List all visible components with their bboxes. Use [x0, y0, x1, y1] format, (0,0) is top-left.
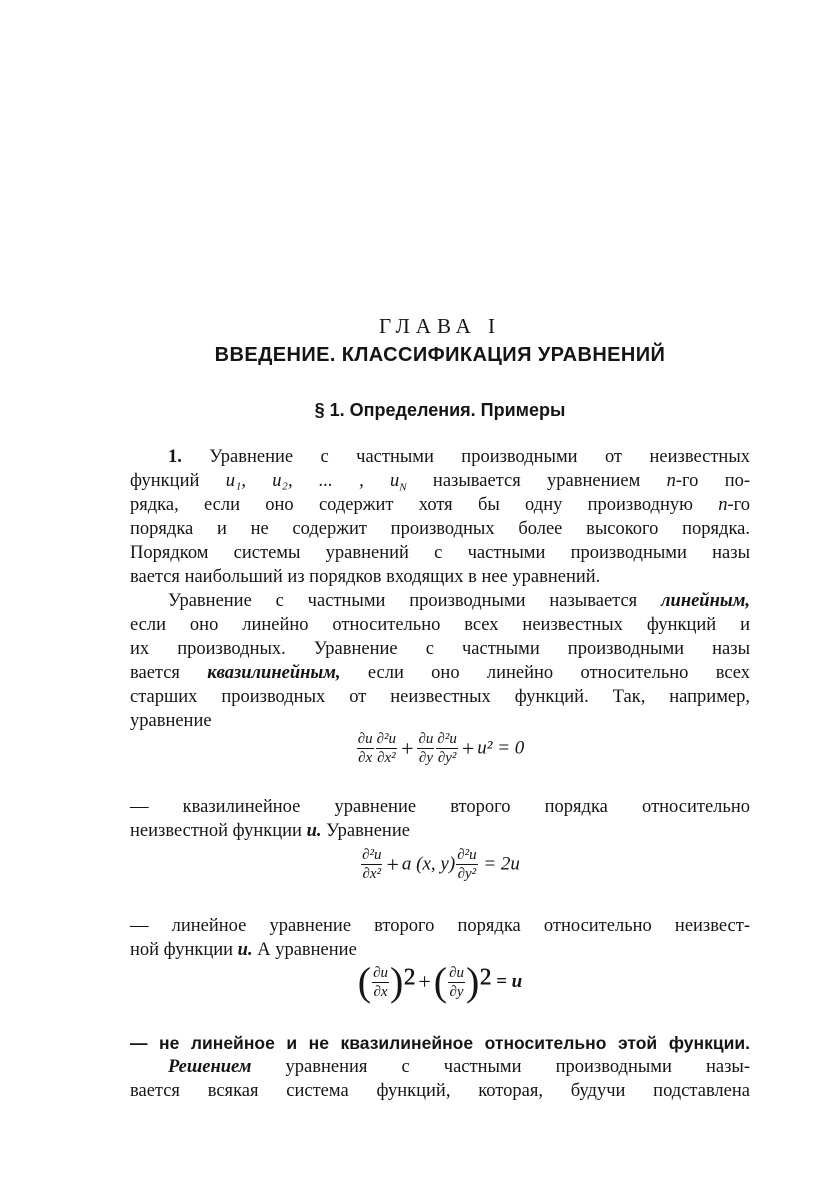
coefficient: a (x, y): [401, 853, 456, 875]
formula-linear: [130, 846, 750, 883]
numerator: ∂u: [357, 731, 373, 747]
variable: u.: [237, 940, 253, 960]
text-fragment: -го по-: [675, 471, 751, 491]
close-paren-squared: )²: [466, 959, 492, 1004]
fraction: [448, 964, 465, 1001]
paragraph-2-line-3: их производных. Уравнение с частными производными назы: [130, 639, 750, 659]
paragraph-1-line-6: вается наибольший из порядков входящих в нее уравнений.: [130, 567, 601, 587]
numerator: ∂²u: [362, 847, 382, 863]
numerator: ∂²u: [437, 731, 457, 747]
open-paren: (: [357, 959, 372, 1004]
numerator: ∂u: [373, 964, 389, 981]
formula-tail: u² = 0: [477, 737, 525, 759]
function-list: u₁, u₂, ... , u: [225, 471, 400, 491]
formula-tail: = u: [496, 971, 523, 992]
plus-sign: +: [401, 735, 414, 761]
paragraph-2-line-1: [130, 590, 750, 612]
text-fragment: ной функции: [130, 940, 234, 960]
paragraph-1-line-1: [130, 446, 750, 468]
paragraph-text: Уравнение с частными производными от неизвестных: [209, 447, 751, 467]
plus-sign: +: [461, 735, 475, 761]
text-fragment: А уравнение: [257, 940, 357, 960]
denominator: ∂x: [373, 983, 388, 1000]
formula-quasilinear: [130, 730, 750, 767]
fraction: [361, 846, 382, 883]
fraction: [357, 730, 374, 767]
paragraph-2-line-4: [130, 662, 750, 684]
open-paren: (: [433, 959, 448, 1004]
paragraph-2-line-6: уравнение: [130, 711, 212, 731]
plus-sign: +: [386, 851, 399, 877]
document-page: [130, 0, 750, 1191]
text-fragment: если оно линейно относительно всех: [367, 663, 751, 683]
text-fragment: вается: [130, 663, 180, 683]
paragraph-4-line-1: — линейное уравнение второго порядка относительно неизвест-: [130, 916, 750, 936]
term-linear: линейным,: [661, 591, 750, 611]
term-quasilinear: квазилинейным,: [207, 663, 341, 683]
text-fragment: называется уравнением: [432, 471, 641, 491]
text-fragment: Уравнение: [326, 821, 410, 841]
formula-tail: = 2u: [483, 853, 520, 875]
fraction: [372, 964, 389, 1001]
variable: n: [718, 495, 728, 515]
paragraph-6-line-2: вается всякая система функций, которая, будучи подставлена: [130, 1081, 750, 1101]
fraction: [376, 730, 397, 767]
paragraph-1-line-4: порядка и не содержит производных более высокого порядка.: [130, 519, 750, 539]
plus-sign: +: [418, 969, 431, 994]
denominator: ∂x: [358, 750, 373, 766]
formula-nonlinear: [130, 959, 750, 1004]
denominator: ∂y²: [437, 750, 457, 766]
paragraph-1-line-5: Порядком системы уравнений с частными производными назы: [130, 543, 750, 563]
paragraph-2-line-2: если оно линейно относительно всех неизвестных функций и: [130, 615, 750, 635]
chapter-label: ГЛАВА I: [378, 314, 502, 338]
numerator: ∂u: [449, 964, 464, 981]
section-title: § 1. Определения. Примеры: [314, 400, 566, 420]
text-fragment: Уравнение с частными производными называется: [168, 591, 638, 611]
subscript: N: [399, 481, 407, 494]
text-fragment: уравнения с частными производными назы-: [285, 1057, 751, 1077]
paragraph-number: 1.: [168, 447, 182, 467]
close-paren-squared: )²: [390, 959, 416, 1004]
denominator: ∂y: [449, 983, 464, 1000]
paragraph-3-line-1: — квазилинейное уравнение второго порядка относительно: [130, 797, 750, 817]
variable: n: [666, 471, 676, 491]
numerator: ∂²u: [376, 731, 397, 747]
fraction: [456, 846, 477, 883]
text-fragment: -го: [727, 495, 751, 515]
denominator: ∂y²: [457, 866, 477, 882]
text-fragment: функций: [130, 471, 200, 491]
fraction: [417, 730, 434, 767]
term-solution: Решением: [168, 1057, 252, 1077]
numerator: ∂²u: [457, 847, 477, 863]
paragraph-2-line-5: старших производных от неизвестных функций. Так, например,: [130, 687, 750, 707]
paragraph-5-line-1: — не линейное и не квазилинейное относительно этой функции.: [130, 1033, 750, 1053]
text-fragment: неизвестной функции: [130, 821, 302, 841]
paragraph-6-line-1: [130, 1056, 750, 1078]
paragraph-1-line-3: [130, 494, 750, 516]
numerator: ∂u: [418, 731, 434, 747]
text-fragment: рядка, если оно содержит хотя бы одну производную: [130, 495, 693, 515]
variable: u.: [306, 821, 322, 841]
denominator: ∂x²: [377, 750, 396, 766]
paragraph-4-line-2: [130, 939, 750, 961]
paragraph-3-line-2: [130, 820, 750, 842]
fraction: [436, 730, 457, 767]
denominator: ∂y: [418, 750, 433, 766]
chapter-title: ВВЕДЕНИЕ. КЛАССИФИКАЦИЯ УРАВНЕНИЙ: [214, 344, 666, 366]
denominator: ∂x²: [362, 866, 382, 882]
